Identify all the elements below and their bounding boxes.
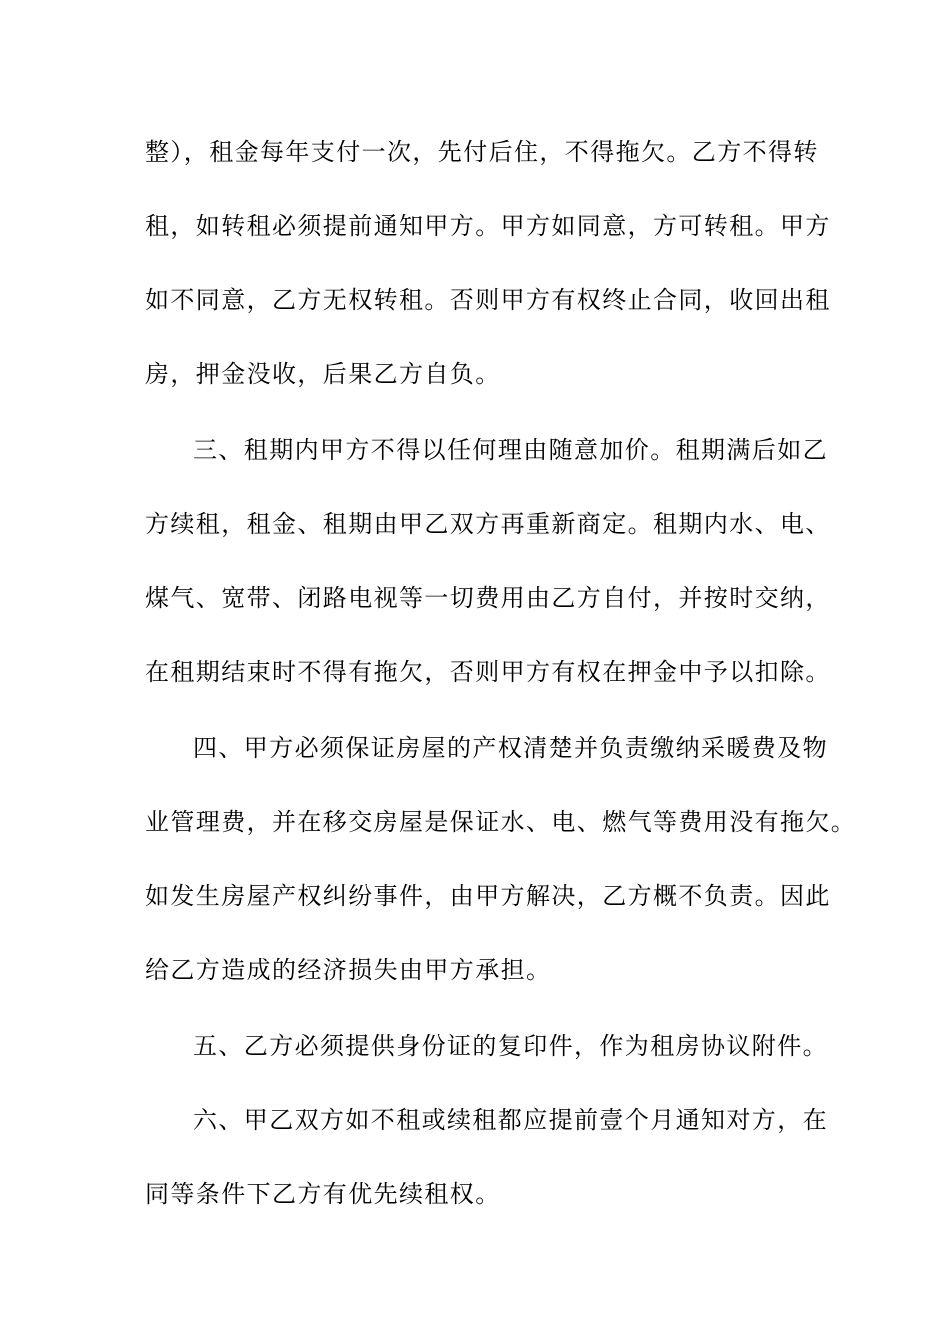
paragraph-line: 同等条件下乙方有优先续租权。 xyxy=(145,1180,501,1208)
paragraph-line: 整），租金每年支付一次，先付后住，不得拖欠。乙方不得转 xyxy=(145,138,819,166)
paragraph-line: 业管理费，并在移交房屋是保证水、电、燃气等费用没有拖欠。 xyxy=(145,808,857,836)
paragraph-line: 如不同意，乙方无权转租。否则甲方有权终止合同，收回出租 xyxy=(145,286,831,314)
paragraph-line: 给乙方造成的经济损失由甲方承担。 xyxy=(145,956,552,984)
paragraph-line: 租，如转租必须提前通知甲方。甲方如同意，方可转租。甲方 xyxy=(145,212,831,240)
paragraph-line: 如发生房屋产权纠纷事件，由甲方解决，乙方概不负责。因此 xyxy=(145,882,831,910)
clause-5-line: 五、乙方必须提供身份证的复印件，作为租房协议附件。 xyxy=(193,1032,828,1060)
clause-4-line: 四、甲方必须保证房屋的产权清楚并负责缴纳采暖费及物 xyxy=(193,734,828,762)
paragraph-line: 煤气、宽带、闭路电视等一切费用由乙方自付，并按时交纳， xyxy=(145,584,831,612)
paragraph-line: 方续租，租金、租期由甲乙双方再重新商定。租期内水、电、 xyxy=(145,510,831,538)
clause-6-line: 六、甲乙双方如不租或续租都应提前壹个月通知对方，在 xyxy=(193,1106,828,1134)
clause-3-line: 三、租期内甲方不得以任何理由随意加价。租期满后如乙 xyxy=(193,436,828,464)
paragraph-line: 房，押金没收，后果乙方自负。 xyxy=(145,360,501,388)
paragraph-line: 在租期结束时不得有拖欠，否则甲方有权在押金中予以扣除。 xyxy=(145,658,831,686)
